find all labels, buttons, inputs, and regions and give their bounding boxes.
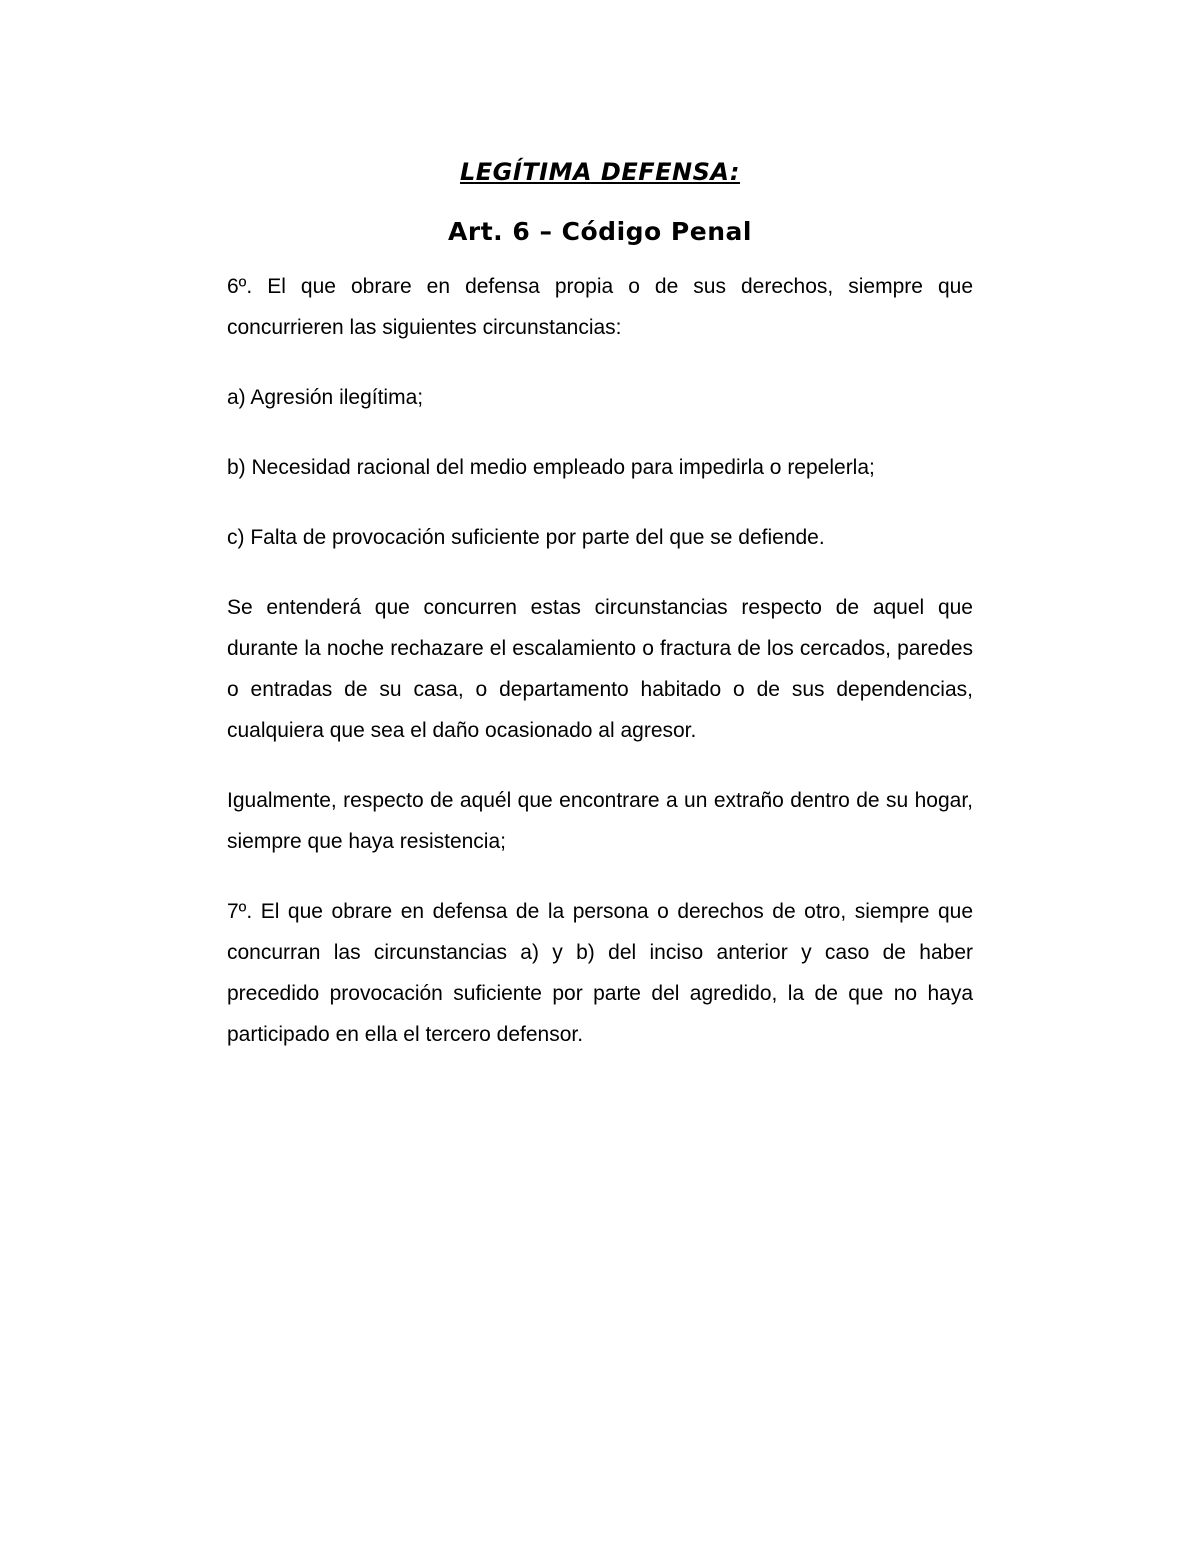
paragraph-7: 7º. El que obrare en defensa de la persona o derechos de otro, siempre que concurran las circunstancias a) y b) del inciso anterior y caso de haber precedido provocación suficiente por parte del agredido, la de que no haya participado en ella el tercero defensor. [227,900,973,1046]
document-page [227,150,973,1055]
document-title: LEGÍTIMA DEFENSA: [459,158,741,186]
paragraph-likewise: Igualmente, respecto de aquél que encontrare a un extraño dentro de su hogar, siempre que haya resistencia; [227,789,973,853]
paragraph-item-c: c) Falta de provocación suficiente por parte del que se defiende. [227,526,825,549]
paragraph-item-a: a) Agresión ilegítima; [227,386,424,409]
document-subtitle: Art. 6 – Código Penal [448,217,752,246]
paragraph-circumstances: Se entenderá que concurren estas circunstancias respecto de aquel que durante la noche rechazare el escalamiento o fractura de los cercados, paredes o entradas de su casa, o departamento habitado o de sus dependencias, cualquiera que sea el daño ocasionado al agresor. [227,596,973,742]
paragraph-6: 6º. El que obrare en defensa propia o de sus derechos, siempre que concurrieren las siguientes circunstancias: [227,275,973,339]
paragraph-item-b: b) Necesidad racional del medio empleado para impedirla o repelerla; [227,456,875,479]
